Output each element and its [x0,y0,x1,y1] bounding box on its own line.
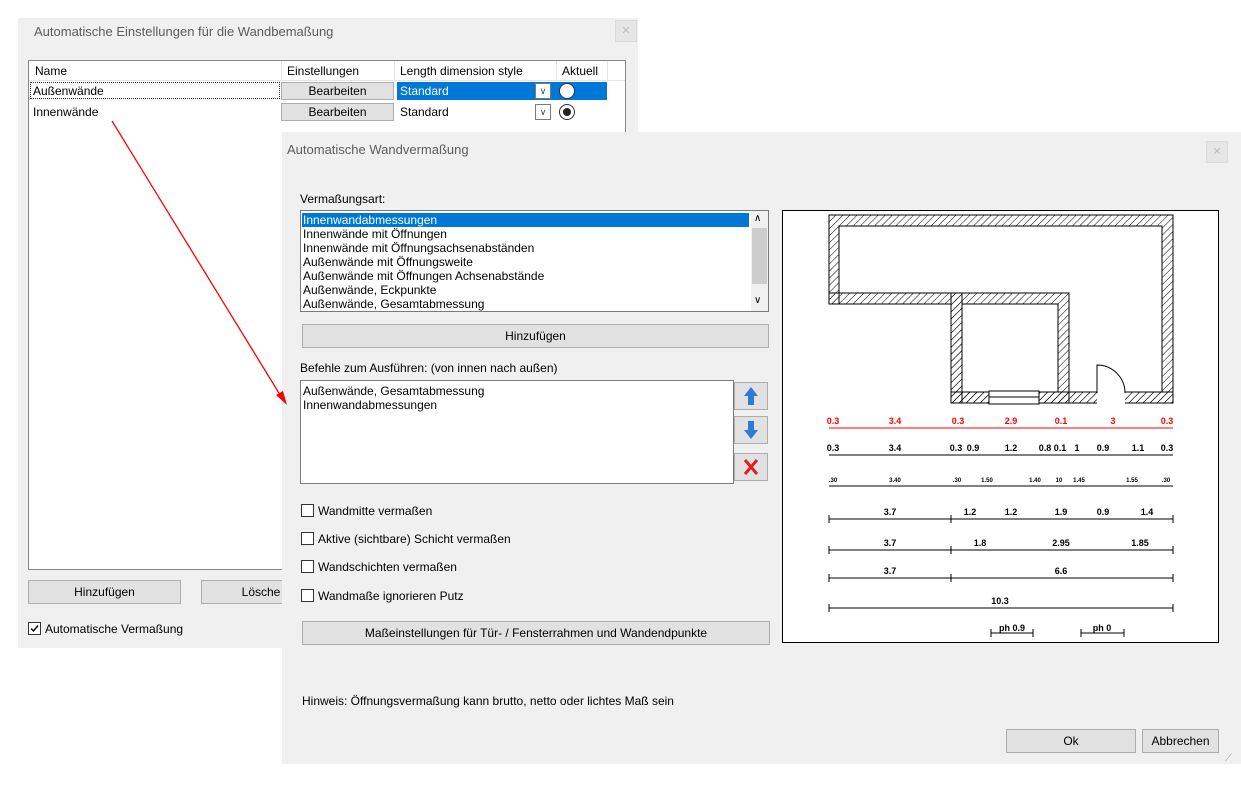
dim-label: 10.3 [991,596,1009,606]
dimension-type-label: Vermaßungsart: [300,192,386,206]
dim-label: 0.9 [1096,507,1110,517]
dim-label: 0.9 [1096,443,1110,453]
dim-label: 1.40 [1029,478,1041,484]
dim-label: 3.4 [888,443,902,453]
edit-button[interactable]: Bearbeiten [281,103,394,121]
column-header-style[interactable]: Length dimension style [400,64,523,78]
dim-label: 0.1 [1054,416,1068,426]
row-name: Außenwände [33,84,104,98]
chevron-down-icon[interactable]: ∨ [535,83,551,99]
dim-label: 3 [1110,416,1116,426]
ok-button[interactable]: Ok [1006,729,1136,753]
auto-dimension-label: Automatische Vermaßung [45,622,184,636]
add-button[interactable]: Hinzufügen [28,580,181,604]
list-item[interactable]: Innenwände mit Öffnungsachsenabständen [303,241,535,255]
checkbox-label: Wandmaße ignorieren Putz [318,589,464,603]
dim-label: ph 0 [1092,623,1112,633]
arrow-down-icon [735,417,767,443]
remove-button[interactable] [734,453,768,481]
checkbox-active-layer[interactable] [301,532,314,545]
dim-label: 0.1 [1053,443,1067,453]
dim-label: 10 [1055,478,1063,484]
commands-list[interactable] [300,380,734,484]
delete-button[interactable]: Lösche [201,580,321,604]
current-radio[interactable] [559,83,575,99]
dim-label: 3.7 [883,566,897,576]
dim-label: 1.2 [963,507,977,517]
scrollbar[interactable] [751,211,768,311]
close-button[interactable]: ✕ [615,20,637,42]
checkbox-label: Wandschichten vermaßen [318,560,457,574]
list-item[interactable]: Außenwände mit Öffnungsweite [303,255,473,269]
dim-label: 2.9 [1004,416,1018,426]
table-row[interactable] [29,81,625,101]
current-radio[interactable] [559,104,575,120]
chevron-up-icon[interactable]: ∧ [754,213,762,224]
dim-label: 0.9 [966,443,980,453]
dim-label: 1.4 [1140,507,1154,517]
dim-label: 3.40 [889,478,901,484]
style-value: Standard [400,84,449,98]
chevron-down-icon[interactable]: ∨ [535,104,551,120]
dim-label: 3.7 [883,507,897,517]
close-button[interactable]: ✕ [1206,141,1228,163]
move-down-button[interactable] [734,416,768,444]
dim-label: 0.3 [1160,443,1174,453]
delete-x-icon [735,454,767,480]
dim-label: 0.3 [826,416,840,426]
dim-label: 1.85 [1131,538,1149,548]
checkmark-icon [29,623,40,634]
dim-label: 0.8 [1038,443,1052,453]
column-header-settings[interactable]: Einstellungen [287,64,360,78]
table-row[interactable] [29,102,625,122]
dim-label: 1.8 [973,538,987,548]
style-select[interactable] [397,82,607,100]
column-header-name[interactable]: Name [35,64,68,78]
dialog-title: Automatische Einstellungen für die Wandbemaßung [34,24,334,39]
dim-label: 0.3 [1160,416,1174,426]
checkbox-ignore-plaster[interactable] [301,589,314,602]
arrow-up-icon [735,383,767,409]
automatic-wall-dimension-dialog [282,132,1241,764]
dim-label: 0.3 [826,443,840,453]
dimension-preview [782,210,1219,643]
checkbox-label: Wandmitte vermaßen [318,504,433,518]
dim-label: 1.55 [1126,478,1138,484]
dialog-title: Automatische Wandvermaßung [287,142,469,157]
dim-label: 0.3 [951,416,965,426]
frame-settings-button[interactable]: Maßeinstellungen für Tür- / Fensterrahmen und Wandendpunkte [302,621,770,645]
dim-label: 6.6 [1054,566,1068,576]
dim-label: .30 [952,478,962,484]
dim-label: 3.7 [883,538,897,548]
resize-grip-icon[interactable]: ⟋ [1225,753,1232,764]
move-up-button[interactable] [734,382,768,410]
chevron-down-icon[interactable]: ∨ [754,295,762,306]
list-item[interactable]: Innenwandabmessungen [303,398,438,412]
list-item[interactable]: Außenwände mit Öffnungen Achsenabstände [303,269,545,283]
cancel-button[interactable]: Abbrechen [1142,729,1219,753]
dim-label: .30 [828,478,838,484]
dim-label: ph 0.9 [998,623,1026,633]
checkbox-label: Aktive (sichtbare) Schicht vermaßen [318,532,511,546]
dim-label: 1.1 [1131,443,1145,453]
add-type-button[interactable]: Hinzufügen [302,324,769,348]
checkbox-wall-center[interactable] [301,504,314,517]
list-item[interactable]: Innenwände mit Öffnungen [303,227,447,241]
checkbox-wall-layers[interactable] [301,560,314,573]
dim-label: 1.9 [1054,507,1068,517]
dim-label: 2.95 [1052,538,1070,548]
column-header-current[interactable]: Aktuell [562,64,599,78]
scrollbar-thumb[interactable] [752,228,767,284]
hint-text: Hinweis: Öffnungsvermaßung kann brutto, netto oder lichtes Maß sein [302,694,674,708]
dimension-type-list[interactable] [300,210,769,312]
style-value: Standard [400,105,449,119]
commands-label: Befehle zum Ausführen: (von innen nach außen) [300,361,558,375]
dim-label: 1.2 [1004,443,1018,453]
dim-label: 1.2 [1004,507,1018,517]
dim-label: 1 [1074,443,1080,453]
row-name: Innenwände [33,105,99,119]
list-item[interactable]: Außenwände, Gesamtabmessung [303,297,485,311]
dim-label: 1.45 [1073,478,1085,484]
edit-button[interactable]: Bearbeiten [281,82,394,100]
floor-plan-drawing [783,211,1218,642]
table-header [29,61,625,81]
dim-label: 0.3 [949,443,963,453]
dim-label: 1.50 [981,478,993,484]
list-item[interactable]: Außenwände, Gesamtabmessung [303,384,485,398]
list-item[interactable]: Innenwandabmessungen [302,213,749,227]
dim-label: .30 [1161,478,1171,484]
dim-label: 3.4 [888,416,902,426]
auto-dimension-checkbox[interactable] [28,622,41,635]
list-item[interactable]: Außenwände, Eckpunkte [303,283,437,297]
